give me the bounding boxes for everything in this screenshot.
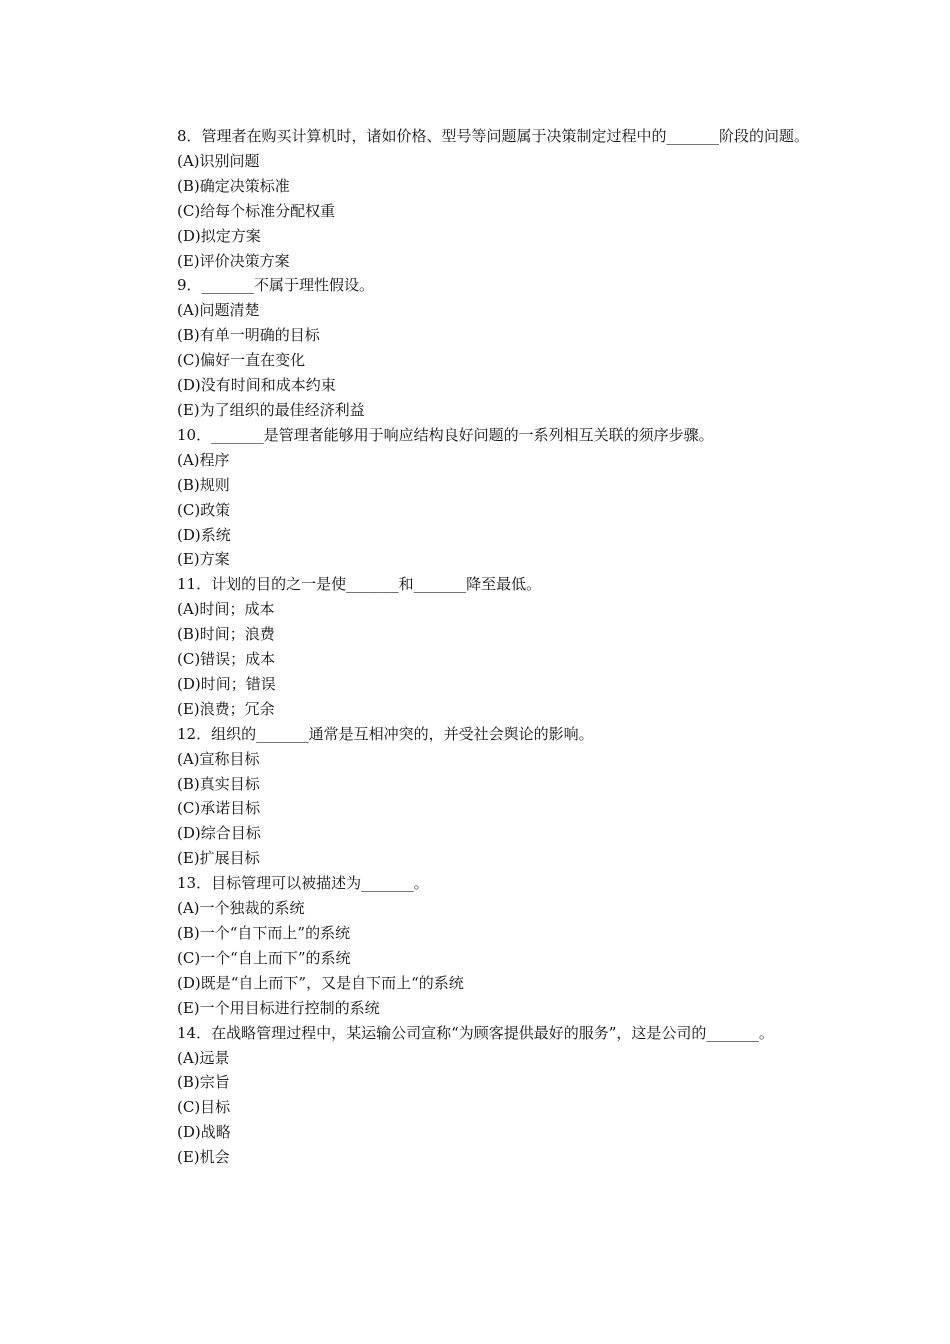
option-d: (D)拟定方案 xyxy=(177,226,261,245)
option-c: (C)给每个标准分配权重 xyxy=(177,201,336,220)
question-12 xyxy=(145,722,815,871)
question-10 xyxy=(145,423,815,572)
option-c: (C)错误；成本 xyxy=(177,650,276,669)
option-e: (E)机会 xyxy=(177,1148,230,1167)
question-8 xyxy=(145,124,815,273)
option-d: (D)系统 xyxy=(177,525,231,544)
option-b: (B)一个“自下而上”的系统 xyxy=(177,924,351,942)
option-e: (E)扩展目标 xyxy=(177,849,260,868)
option-b: (B)有单一明确的目标 xyxy=(177,326,320,345)
option-c: (C)一个“自上而下”的系统 xyxy=(177,948,351,967)
option-b: (B)时间；浪费 xyxy=(177,625,275,644)
question-9 xyxy=(145,273,815,422)
question-13 xyxy=(145,871,815,1020)
option-b: (B)规则 xyxy=(177,475,230,494)
question-14 xyxy=(145,1021,815,1170)
option-c: (C)目标 xyxy=(177,1098,231,1117)
option-c: (C)偏好一直在变化 xyxy=(177,351,306,370)
option-d: (D)既是“自上而下”，又是自下而上“的系统 xyxy=(177,973,464,992)
question-stem: 11．计划的目的之一是使_______和_______降至最低。 xyxy=(177,575,542,594)
question-stem: 8．管理者在购买计算机时，诸如价格、型号等问题属于决策制定过程中的_______阶段的问题。 xyxy=(177,127,810,145)
question-stem: 10．_______是管理者能够用于响应结构良好问题的一系列相互关联的须序步骤。 xyxy=(177,425,714,444)
option-b: (B)宗旨 xyxy=(177,1073,230,1092)
option-c: (C)承诺目标 xyxy=(177,799,261,818)
question-stem: 9．_______不属于理性假设。 xyxy=(177,276,375,295)
question-stem: 13．目标管理可以被描述为_______。 xyxy=(177,874,429,893)
option-b: (B)确定决策标准 xyxy=(177,176,290,195)
option-e: (E)一个用目标进行控制的系统 xyxy=(177,998,380,1017)
option-a: (A)程序 xyxy=(177,450,230,469)
option-c: (C)政策 xyxy=(177,500,231,519)
option-a: (A)远景 xyxy=(177,1048,230,1067)
question-11 xyxy=(145,572,815,721)
option-d: (D)时间；错误 xyxy=(177,674,276,693)
option-a: (A)一个独裁的系统 xyxy=(177,899,305,918)
option-a: (A)时间；成本 xyxy=(177,600,275,619)
option-e: (E)方案 xyxy=(177,550,230,569)
question-list xyxy=(145,124,815,1170)
option-d: (D)战略 xyxy=(177,1123,231,1142)
question-stem: 14．在战略管理过程中，某运输公司宣称“为顾客提供最好的服务”，这是公司的_______。 xyxy=(177,1023,774,1042)
option-d: (D)没有时间和成本约束 xyxy=(177,376,336,395)
option-d: (D)综合目标 xyxy=(177,824,261,843)
option-a: (A)识别问题 xyxy=(177,151,260,170)
option-a: (A)问题清楚 xyxy=(177,301,260,320)
option-b: (B)真实目标 xyxy=(177,774,260,793)
option-e: (E)为了组织的最佳经济利益 xyxy=(177,400,365,419)
option-e: (E)浪费；冗余 xyxy=(177,699,275,718)
option-e: (E)评价决策方案 xyxy=(177,251,290,270)
question-stem: 12．组织的_______通常是互相冲突的，并受社会舆论的影响。 xyxy=(177,724,594,743)
option-a: (A)宣称目标 xyxy=(177,749,260,768)
